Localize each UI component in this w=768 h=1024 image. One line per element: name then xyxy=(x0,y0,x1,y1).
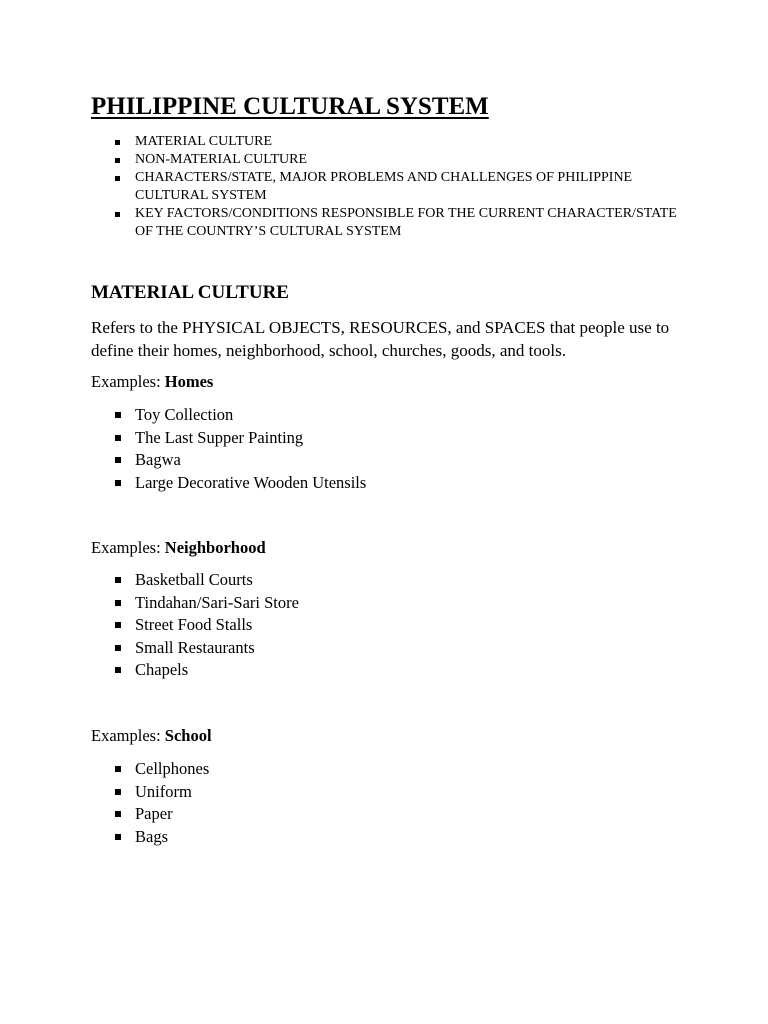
square-bullet-icon xyxy=(115,480,121,486)
list-item-text: Uniform xyxy=(135,781,192,801)
list-item-text: Chapels xyxy=(135,660,189,680)
square-bullet-icon xyxy=(115,577,121,583)
square-bullet-icon xyxy=(115,176,120,181)
list-item-text: Paper xyxy=(135,804,173,824)
outline-item xyxy=(113,133,693,151)
examples-list-homes xyxy=(113,404,613,494)
list-item-text: Cellphones xyxy=(135,759,210,778)
square-bullet-icon xyxy=(115,789,121,795)
square-bullet-icon xyxy=(115,140,120,145)
list-item xyxy=(113,781,613,804)
list-item xyxy=(113,404,613,427)
square-bullet-icon xyxy=(115,435,121,441)
list-item-text: The Last Supper Painting xyxy=(135,427,304,447)
list-item xyxy=(113,449,613,472)
examples-label-school xyxy=(91,726,212,746)
examples-label-homes xyxy=(91,372,213,392)
list-item xyxy=(113,472,613,495)
list-item-text: Bags xyxy=(135,826,168,846)
examples-category: School xyxy=(164,726,212,745)
square-bullet-icon xyxy=(115,622,121,628)
list-item xyxy=(113,592,613,615)
list-item-text: Tindahan/Sari-Sari Store xyxy=(135,592,299,612)
outline-item xyxy=(113,169,693,205)
list-item xyxy=(113,637,613,660)
square-bullet-icon xyxy=(115,600,121,606)
topic-outline-list xyxy=(113,133,693,241)
document-title: PHILIPPINE CULTURAL SYSTEM xyxy=(91,93,489,120)
list-item xyxy=(113,659,613,682)
square-bullet-icon xyxy=(115,212,120,217)
intro-paragraph: Refers to the PHYSICAL OBJECTS, RESOURCES, and SPACES that people use to define their homes, neighborhood, school, churches, goods, and tools. xyxy=(91,318,670,360)
outline-item-text: MATERIAL CULTURE xyxy=(135,134,273,149)
list-item xyxy=(113,427,613,450)
list-item xyxy=(113,758,613,781)
examples-label-neighborhood xyxy=(91,538,266,558)
square-bullet-icon xyxy=(115,766,121,772)
section-heading: MATERIAL CULTURE xyxy=(91,282,289,303)
list-item-text: Basketball Courts xyxy=(135,570,253,589)
examples-category: Homes xyxy=(164,372,214,391)
square-bullet-icon xyxy=(115,667,121,673)
square-bullet-icon xyxy=(115,645,121,651)
list-item-text: Bagwa xyxy=(135,450,181,470)
outline-item xyxy=(113,205,693,241)
list-item-text: Small Restaurants xyxy=(135,637,255,657)
examples-prefix: Examples: xyxy=(91,726,165,745)
list-item-text: Toy Collection xyxy=(135,405,234,424)
square-bullet-icon xyxy=(115,158,120,163)
list-item xyxy=(113,614,613,637)
examples-list-neighborhood xyxy=(113,569,613,682)
outline-item-text: NON-MATERIAL CULTURE xyxy=(135,152,308,167)
list-item-text: Large Decorative Wooden Utensils xyxy=(135,472,367,492)
list-item xyxy=(113,569,613,592)
outline-item xyxy=(113,151,693,169)
list-item xyxy=(113,826,613,849)
square-bullet-icon xyxy=(115,412,121,418)
square-bullet-icon xyxy=(115,457,121,463)
list-item xyxy=(113,803,613,826)
outline-item-text: CHARACTERS/STATE, MAJOR PROBLEMS AND CHALLENGES OF PHILIPPINE CULTURAL SYSTEM xyxy=(135,170,633,203)
examples-prefix: Examples: xyxy=(91,372,165,391)
list-item-text: Street Food Stalls xyxy=(135,615,253,635)
examples-list-school xyxy=(113,758,613,848)
outline-item-text: KEY FACTORS/CONDITIONS RESPONSIBLE FOR THE CURRENT CHARACTER/STATE OF THE COUNTRY’S CULTURAL SYSTEM xyxy=(135,206,677,239)
examples-category: Neighborhood xyxy=(164,538,266,557)
square-bullet-icon xyxy=(115,811,121,817)
square-bullet-icon xyxy=(115,834,121,840)
examples-prefix: Examples: xyxy=(91,538,165,557)
